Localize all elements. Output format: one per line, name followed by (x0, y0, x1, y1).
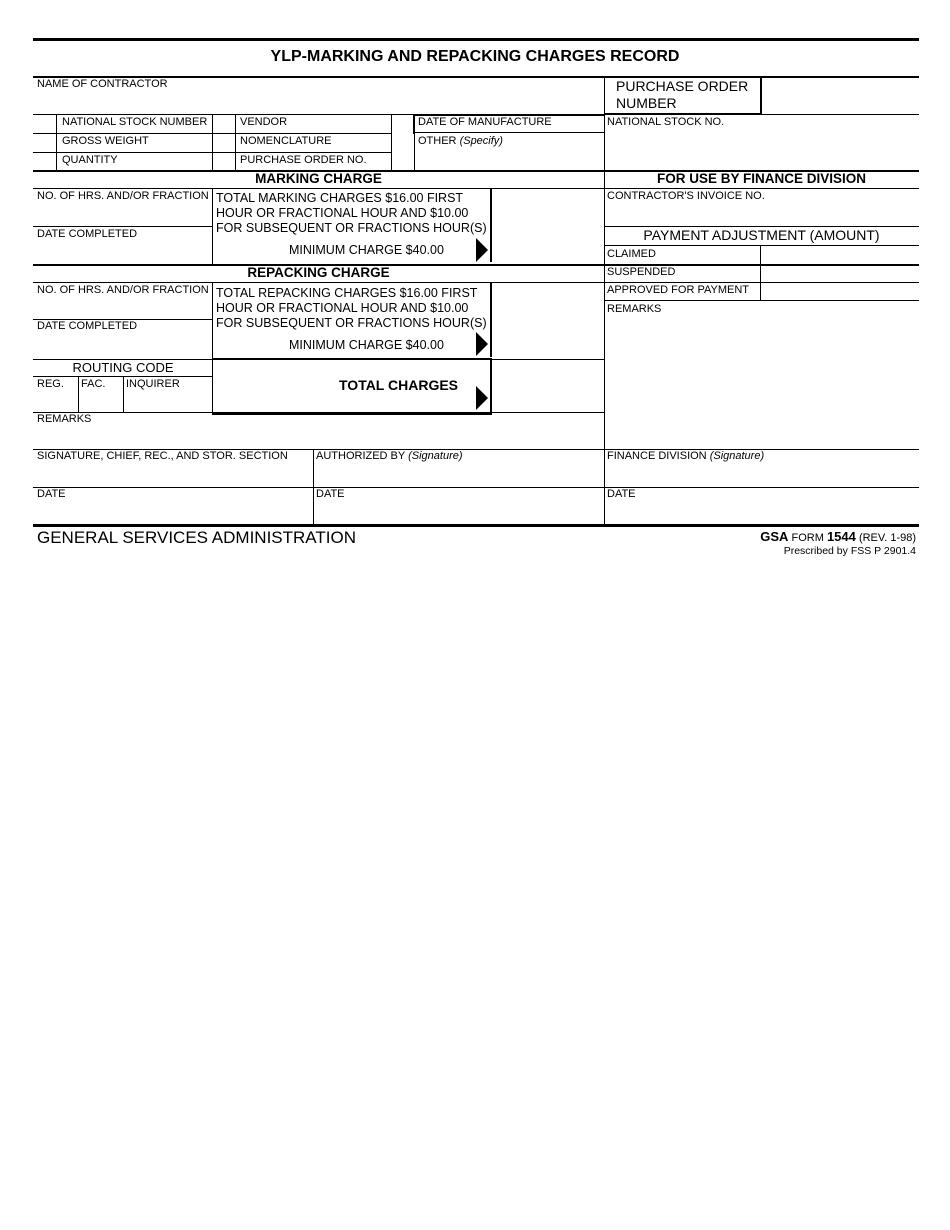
signature-chief-field[interactable] (36, 466, 314, 487)
repacking-hours-label: NO. OF HRS. AND/OR FRACTION (37, 284, 209, 296)
invoice-no-field[interactable] (607, 205, 919, 226)
reg-field[interactable] (36, 393, 80, 412)
specify-hint: (Specify) (459, 135, 503, 147)
form-word: FORM (791, 532, 824, 544)
other-specify-label (418, 135, 503, 147)
national-stock-no-field[interactable] (607, 131, 919, 169)
date-right-field[interactable] (607, 503, 919, 524)
marking-charges-line2: HOUR OR FRACTIONAL HOUR AND $10.00 (216, 206, 469, 220)
marking-charges-line3: FOR SUBSEQUENT OR FRACTIONS HOUR(S) (216, 221, 487, 235)
purchase-order-no-checkbox-field[interactable] (214, 154, 237, 170)
vendor-checkbox-field[interactable] (214, 116, 237, 133)
finance-remarks-field[interactable] (607, 318, 919, 450)
repacking-date-completed-label: DATE COMPLETED (37, 320, 138, 332)
other-label: OTHER (418, 135, 457, 147)
marking-charge-heading: MARKING CHARGE (255, 171, 382, 186)
date-label-left: DATE (37, 488, 66, 500)
finance-division-signature-label (607, 450, 764, 462)
repacking-hours-field[interactable] (36, 299, 212, 319)
purchase-order-number-label (616, 78, 748, 112)
arrow-right-icon (476, 332, 488, 356)
authorized-signature-hint: (Signature) (408, 450, 463, 462)
suspended-field[interactable] (763, 266, 919, 283)
inquirer-field[interactable] (126, 393, 214, 412)
repacking-date-completed-field[interactable] (36, 335, 212, 359)
authorized-by-label (316, 450, 463, 462)
marking-charges-text (216, 191, 487, 236)
marking-total-field[interactable] (494, 191, 605, 263)
invoice-no-label: CONTRACTOR'S INVOICE NO. (607, 190, 765, 202)
form-revision: (REV. 1-98) (858, 532, 916, 544)
authorized-by-field[interactable] (316, 466, 604, 487)
signature-chief-label: SIGNATURE, CHIEF, REC., AND STOR. SECTION (37, 450, 288, 462)
remarks-field[interactable] (36, 428, 604, 449)
suspended-label: SUSPENDED (607, 266, 676, 278)
payment-adjustment-heading: PAYMENT ADJUSTMENT (AMOUNT) (643, 227, 880, 243)
date-left-field[interactable] (36, 503, 314, 524)
prescribed-by: Prescribed by FSS P 2901.4 (783, 545, 916, 557)
form-title: YLP-MARKING AND REPACKING CHARGES RECORD (270, 48, 680, 65)
agency-name: GENERAL SERVICES ADMINISTRATION (37, 528, 356, 547)
nomenclature-label: NOMENCLATURE (240, 135, 332, 147)
claimed-label: CLAIMED (607, 248, 656, 260)
quantity-checkbox-field[interactable] (35, 154, 58, 170)
marking-date-completed-label: DATE COMPLETED (37, 228, 138, 240)
vendor-label: VENDOR (240, 116, 288, 128)
name-of-contractor-label: NAME OF CONTRACTOR (37, 78, 168, 90)
top-rule (33, 38, 919, 41)
purchase-order-number-line1: PURCHASE ORDER (616, 78, 749, 94)
reg-label: REG. (37, 378, 64, 390)
finance-remarks-label: REMARKS (607, 303, 662, 315)
date-middle-field[interactable] (316, 503, 604, 524)
purchase-order-number-field[interactable] (764, 80, 918, 112)
rule (33, 226, 213, 227)
approved-for-payment-field[interactable] (763, 284, 919, 301)
inquirer-label: INQUIRER (126, 378, 180, 390)
repacking-charges-line3: FOR SUBSEQUENT OR FRACTIONS HOUR(S) (216, 316, 487, 330)
arrow-right-icon (476, 386, 488, 410)
national-stock-no-label: NATIONAL STOCK NO. (607, 116, 725, 128)
approved-for-payment-label: APPROVED FOR PAYMENT (607, 284, 750, 296)
purchase-order-number-line2: NUMBER (616, 95, 677, 111)
repacking-charges-line1: TOTAL REPACKING CHARGES $16.00 FIRST (216, 286, 478, 300)
marking-hours-field[interactable] (36, 205, 212, 226)
claimed-field[interactable] (763, 247, 919, 265)
rule (604, 245, 919, 246)
national-stock-number-label: NATIONAL STOCK NUMBER (62, 116, 208, 128)
rule (33, 487, 919, 488)
date-label-right: DATE (607, 488, 636, 500)
repacking-total-field[interactable] (494, 285, 605, 359)
contractor-name-field[interactable] (36, 93, 600, 113)
divider (760, 245, 761, 300)
repacking-charges-line2: HOUR OR FRACTIONAL HOUR AND $10.00 (216, 301, 469, 315)
fac-field[interactable] (81, 393, 125, 412)
total-charges-field[interactable] (494, 362, 605, 411)
bottom-rule (33, 524, 919, 527)
repacking-charges-text (216, 286, 487, 331)
marking-minimum-charge: MINIMUM CHARGE $40.00 (289, 243, 444, 257)
national-stock-number-checkbox-field[interactable] (35, 116, 58, 133)
divider (212, 114, 213, 170)
finance-signature-hint: (Signature) (709, 450, 765, 462)
authorized-by-text: AUTHORIZED BY (316, 450, 406, 462)
divider (391, 114, 392, 170)
nomenclature-checkbox-field[interactable] (214, 135, 237, 152)
gross-weight-checkbox-field[interactable] (35, 135, 58, 152)
marking-date-completed-field[interactable] (36, 242, 212, 264)
date-label-middle: DATE (316, 488, 345, 500)
repacking-minimum-charge: MINIMUM CHARGE $40.00 (289, 338, 444, 352)
remarks-label: REMARKS (37, 413, 92, 425)
form-id (760, 529, 916, 544)
purchase-order-no-label: PURCHASE ORDER NO. (240, 154, 367, 166)
gross-weight-label: GROSS WEIGHT (62, 135, 149, 147)
finance-division-signature-field[interactable] (607, 466, 919, 487)
finance-division-heading: FOR USE BY FINANCE DIVISION (656, 171, 867, 186)
form-agency: GSA (760, 529, 789, 544)
routing-code-heading: ROUTING CODE (72, 360, 174, 375)
total-charges-label: TOTAL CHARGES (339, 377, 459, 393)
repacking-charge-heading: REPACKING CHARGE (247, 265, 390, 280)
arrow-right-icon (476, 238, 488, 262)
marking-charges-line1: TOTAL MARKING CHARGES $16.00 FIRST (216, 191, 464, 205)
finance-division-text: FINANCE DIVISION (607, 450, 707, 462)
date-of-manufacture-checkbox-field[interactable] (393, 116, 416, 170)
quantity-label: QUANTITY (62, 154, 118, 166)
fac-label: FAC. (81, 378, 106, 390)
date-of-manufacture-label: DATE OF MANUFACTURE (418, 116, 552, 128)
marking-hours-label: NO. OF HRS. AND/OR FRACTION (37, 190, 209, 202)
form-number: 1544 (826, 529, 856, 544)
other-specify-field[interactable] (418, 150, 604, 170)
